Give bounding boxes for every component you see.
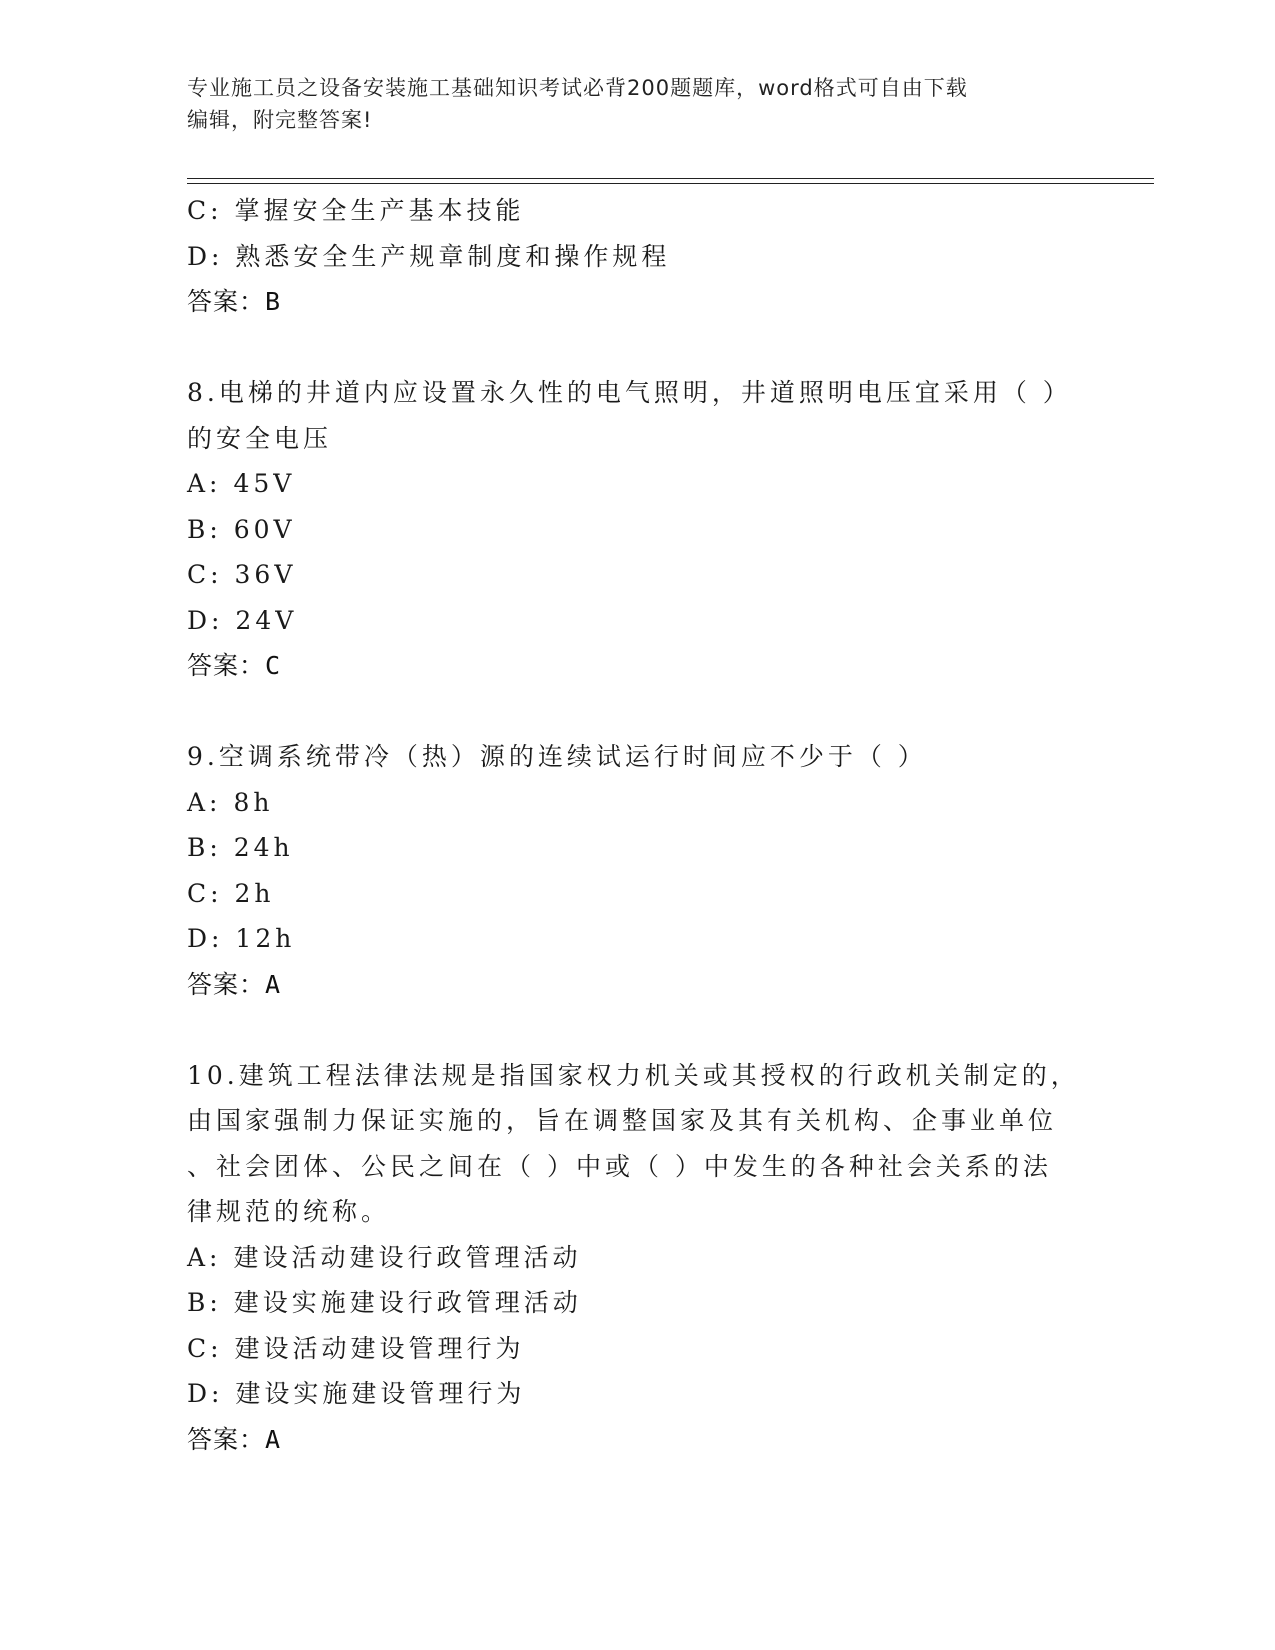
option-letter: A: [187, 1242, 222, 1272]
option-letter: C: [187, 560, 223, 589]
option-text: 建设实施建设行政管理活动 [233, 1288, 582, 1317]
option-b [187, 507, 1087, 553]
option-text: 掌握安全生产基本技能 [234, 196, 525, 225]
answer-value: A [265, 969, 281, 999]
question-stem-line: 8.电梯的井道内应设置永久性的电气照明，井道照明电压宜采用（ ） [187, 378, 1072, 407]
option-text: 36V [234, 560, 297, 589]
option-letter: B: [187, 833, 222, 862]
option-letter: A: [187, 469, 222, 498]
option-c [187, 552, 1087, 598]
option-letter: C: [187, 196, 223, 225]
answer-line [187, 1417, 1087, 1463]
option-text: 建设活动建设行政管理活动 [233, 1242, 582, 1272]
question-stem-line: 由国家强制力保证实施的，旨在调整国家及其有关机构、企事业单位 [187, 1106, 1058, 1135]
header-title-line-2: 编辑，附完整答案! [187, 108, 373, 132]
option-text: 24V [235, 605, 298, 635]
question-9 [187, 734, 1087, 1007]
option-a [187, 780, 1087, 826]
answer-line [187, 643, 1087, 689]
question-stem-line: 的安全电压 [187, 423, 333, 453]
option-letter: A: [187, 787, 222, 817]
question-stem-line: 、社会团体、公民之间在（ ）中或（ ）中发生的各种社会关系的法 [187, 1151, 1052, 1181]
answer-value: B [265, 287, 281, 316]
header-divider-top [187, 178, 1154, 179]
answer-label: 答案： [187, 651, 266, 680]
option-text: 60V [233, 514, 296, 544]
option-letter: D: [187, 1379, 224, 1408]
question-8 [187, 370, 1087, 689]
option-c [187, 1326, 1087, 1372]
option-d [187, 598, 1087, 644]
option-text: 45V [233, 469, 296, 498]
option-a [187, 1235, 1087, 1281]
question-stem-line: 律规范的统称。 [187, 1197, 391, 1226]
answer-line [187, 279, 1087, 325]
question-spacer [187, 1007, 1087, 1053]
option-text: 8h [233, 787, 274, 817]
option-c [187, 188, 1087, 234]
option-letter: B: [187, 1288, 222, 1317]
question-stem-line: 10.建筑工程法律法规是指国家权力机关或其授权的行政机关制定的， [187, 1060, 1080, 1090]
header-divider-bottom [187, 183, 1154, 184]
option-text: 24h [233, 833, 294, 862]
document-header [187, 72, 1067, 136]
option-letter: D: [187, 605, 224, 635]
option-text: 熟悉安全生产规章制度和操作规程 [235, 241, 671, 271]
answer-label: 答案： [187, 287, 266, 316]
option-letter: D: [187, 241, 224, 271]
option-b [187, 825, 1087, 871]
option-text: 2h [234, 878, 275, 908]
question-content [187, 188, 1087, 1462]
prev-question [187, 188, 1087, 325]
option-a [187, 461, 1087, 507]
option-letter: B: [187, 514, 222, 544]
answer-label: 答案： [187, 1424, 266, 1454]
option-c [187, 871, 1087, 917]
option-d [187, 916, 1087, 962]
option-text: 12h [235, 924, 296, 953]
answer-line [187, 962, 1087, 1008]
answer-label: 答案： [187, 969, 266, 999]
question-10 [187, 1053, 1087, 1463]
option-letter: C: [187, 1333, 223, 1363]
question-spacer [187, 325, 1087, 371]
option-text: 建设活动建设管理行为 [234, 1333, 525, 1363]
question-stem-line: 9.空调系统带冷（热）源的连续试运行时间应不少于（ ） [187, 742, 927, 771]
answer-value: A [265, 1424, 281, 1454]
header-title-line-1: 专业施工员之设备安装施工基础知识考试必背200题题库，word格式可自由下载 [187, 76, 968, 100]
option-letter: C: [187, 878, 223, 908]
question-spacer [187, 689, 1087, 735]
option-d [187, 234, 1087, 280]
option-d [187, 1371, 1087, 1417]
option-b [187, 1280, 1087, 1326]
answer-value: C [265, 651, 281, 680]
option-text: 建设实施建设管理行为 [235, 1379, 526, 1408]
option-letter: D: [187, 924, 224, 953]
